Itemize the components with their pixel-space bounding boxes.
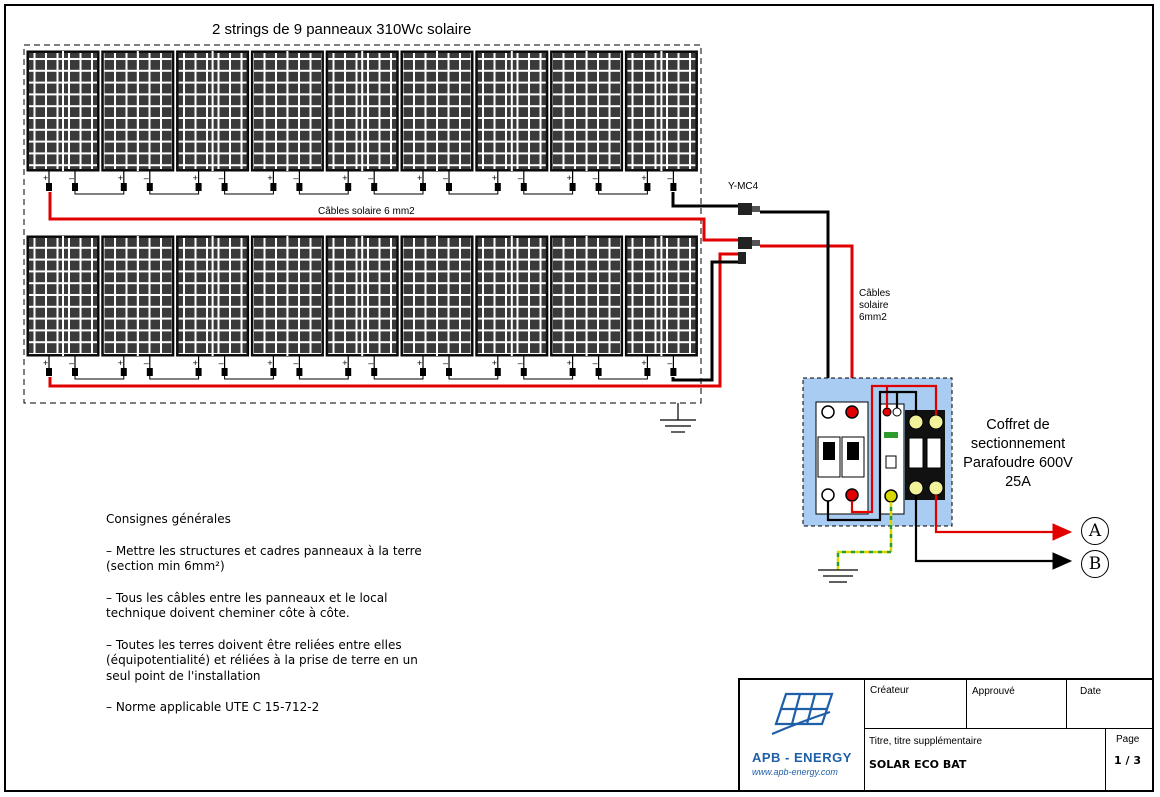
note-item: – Tous les câbles entre les panneaux et le local technique doivent cheminer côte à côte. bbox=[106, 590, 388, 620]
svg-text:–: – bbox=[592, 358, 598, 368]
y-mc4-connectors bbox=[738, 203, 760, 264]
svg-text:–: – bbox=[218, 358, 224, 368]
string-1-panels bbox=[27, 51, 697, 191]
solar-panel bbox=[551, 51, 623, 191]
series-link bbox=[225, 191, 274, 194]
solar-panel bbox=[326, 51, 398, 191]
createur-label: Créateur bbox=[870, 685, 909, 696]
svg-text:+: + bbox=[417, 358, 423, 368]
series-link bbox=[75, 376, 124, 379]
svg-text:+: + bbox=[117, 358, 124, 368]
svg-text:–: – bbox=[517, 358, 523, 368]
page-label: Page bbox=[1116, 734, 1140, 745]
logo-name: APB - ENERGY bbox=[752, 750, 852, 765]
coffret-label: Coffret de sectionnement Parafoudre 600V 25A bbox=[963, 417, 1073, 490]
note-item: – Mettre les structures et cadres panneaux à la terre (section min 6mm²) bbox=[106, 543, 422, 573]
series-link bbox=[524, 191, 573, 194]
svg-text:+: + bbox=[342, 173, 348, 183]
series-link bbox=[449, 376, 498, 379]
output-connector-a: A bbox=[1081, 517, 1109, 545]
solar-panel bbox=[476, 236, 548, 376]
solar-panel bbox=[401, 51, 473, 191]
svg-text:–: – bbox=[143, 173, 149, 183]
svg-text:+: + bbox=[267, 358, 273, 368]
output-connector-b: B bbox=[1081, 550, 1109, 578]
series-link bbox=[599, 191, 648, 194]
svg-text:–: – bbox=[218, 173, 224, 183]
y-mc4-label: Y-MC4 bbox=[728, 181, 759, 192]
svg-text:–: – bbox=[143, 358, 149, 368]
solar-panel bbox=[251, 51, 323, 191]
series-link bbox=[524, 376, 573, 379]
series-link bbox=[599, 376, 648, 379]
svg-text:+: + bbox=[342, 358, 348, 368]
series-link bbox=[299, 376, 348, 379]
solar-panel bbox=[177, 236, 249, 376]
svg-text:+: + bbox=[43, 358, 49, 368]
note-item: – Norme applicable UTE C 15-712-2 bbox=[106, 700, 320, 714]
diagram-title: 2 strings de 9 panneaux 310Wc solaire bbox=[212, 21, 472, 38]
approuve-label: Approuvé bbox=[972, 686, 1015, 697]
series-link bbox=[374, 376, 423, 379]
svg-text:+: + bbox=[192, 173, 198, 183]
logo-url: www.apb-energy.com bbox=[752, 767, 838, 777]
series-link bbox=[75, 191, 124, 194]
svg-text:–: – bbox=[517, 173, 523, 183]
solar-panel bbox=[401, 236, 473, 376]
series-link bbox=[449, 191, 498, 194]
svg-text:–: – bbox=[69, 358, 75, 368]
solar-panel bbox=[102, 51, 174, 191]
general-instructions bbox=[106, 512, 446, 732]
solar-panel bbox=[102, 236, 174, 376]
svg-text:–: – bbox=[69, 173, 75, 183]
svg-text:+: + bbox=[267, 173, 273, 183]
svg-text:+: + bbox=[566, 358, 572, 368]
solar-panel bbox=[551, 236, 623, 376]
svg-text:–: – bbox=[443, 358, 449, 368]
solar-panel bbox=[177, 51, 249, 191]
solar-panel bbox=[625, 236, 697, 376]
svg-text:+: + bbox=[192, 358, 198, 368]
svg-text:+: + bbox=[491, 358, 498, 368]
series-link bbox=[299, 191, 348, 194]
series-link bbox=[150, 191, 199, 194]
array-earth-symbol bbox=[660, 403, 696, 432]
date-label: Date bbox=[1080, 686, 1102, 697]
project-name: SOLAR ECO BAT bbox=[869, 758, 967, 771]
cable-label-vertical: Câbles solaire 6mm2 bbox=[859, 288, 891, 323]
solar-panel bbox=[476, 51, 548, 191]
svg-text:–: – bbox=[293, 358, 299, 368]
series-link bbox=[150, 376, 199, 379]
svg-text:+: + bbox=[641, 358, 647, 368]
svg-text:+: + bbox=[117, 173, 124, 183]
note-item: – Toutes les terres doivent être reliées entre elles (équipotentialité) et réliées à la prise de terre en un seul point de l'installation bbox=[106, 637, 418, 683]
page-number: 1 / 3 bbox=[1114, 754, 1141, 767]
notes-heading: Consignes générales bbox=[106, 512, 231, 526]
svg-text:+: + bbox=[417, 173, 423, 183]
svg-text:–: – bbox=[293, 173, 299, 183]
series-link bbox=[225, 376, 274, 379]
solar-panel bbox=[27, 51, 99, 191]
svg-text:–: – bbox=[667, 173, 673, 183]
svg-text:+: + bbox=[43, 173, 49, 183]
cable-label-horizontal: Câbles solaire 6 mm2 bbox=[318, 206, 415, 217]
svg-text:–: – bbox=[667, 358, 673, 368]
string-2-panels bbox=[27, 236, 697, 376]
coffret-enclosure bbox=[803, 378, 952, 526]
svg-text:–: – bbox=[368, 173, 374, 183]
solar-panel bbox=[251, 236, 323, 376]
series-link bbox=[374, 191, 423, 194]
svg-text:+: + bbox=[491, 173, 498, 183]
svg-text:–: – bbox=[592, 173, 598, 183]
svg-text:+: + bbox=[641, 173, 647, 183]
title-block bbox=[738, 678, 1154, 792]
solar-panel bbox=[326, 236, 398, 376]
svg-text:–: – bbox=[443, 173, 449, 183]
solar-panel bbox=[27, 236, 99, 376]
svg-text:+: + bbox=[566, 173, 572, 183]
solar-panel bbox=[625, 51, 697, 191]
titre-label: Titre, titre supplémentaire bbox=[869, 736, 983, 747]
svg-text:–: – bbox=[368, 358, 374, 368]
